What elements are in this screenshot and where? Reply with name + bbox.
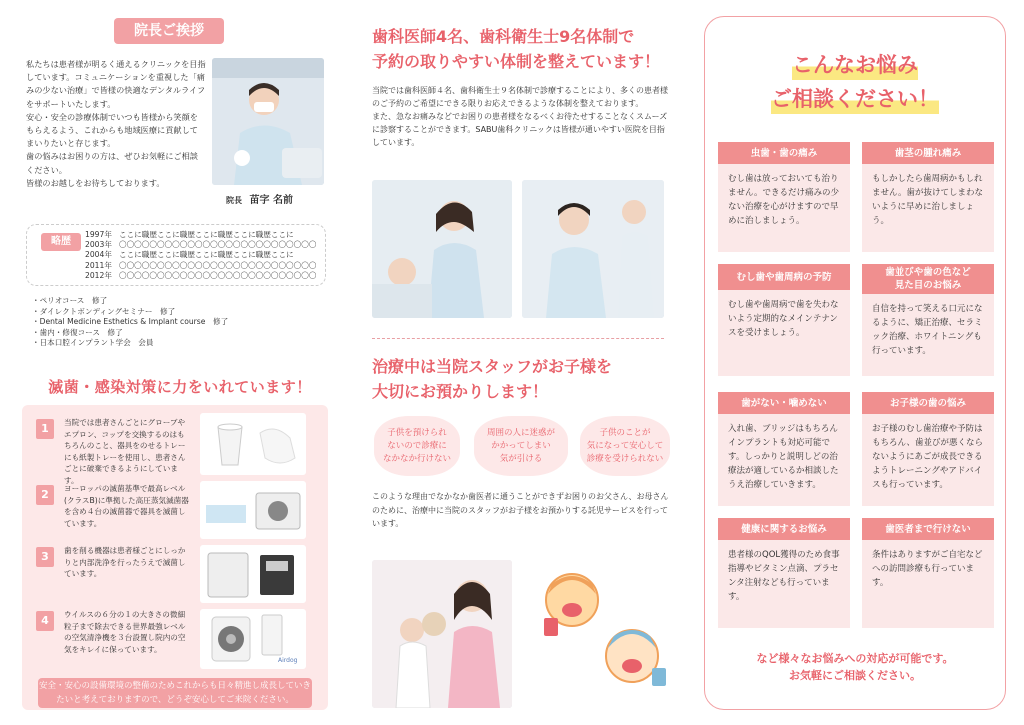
worry-card [862, 392, 994, 506]
worry-card [862, 142, 994, 252]
director-role: 院長 [226, 196, 242, 205]
worry-card-head: 歯並びや歯の色など 見た目のお悩み [862, 264, 994, 294]
childcare-title-line1: 治療中は当院スタッフがお子様を [372, 357, 613, 376]
worries-footer-line2: お気軽にご相談ください。 [789, 669, 921, 682]
worry-card-head: 歯茎の腫れ痛み [862, 142, 994, 164]
worry-card-body: お子様のむし歯治療や予防はもちろん、歯並びが悪くならないようにあごが成長できるようトレーニングやアドバイスも行っています。 [862, 414, 994, 506]
worry-card-body: 自信を持って笑える口元になるように、矯正治療、セラミック治療、ホワイトニングも行っています。 [862, 294, 994, 376]
section-divider [372, 338, 664, 339]
worry-card-head: 健康に関するお悩み [718, 518, 850, 540]
item-text: ウイルスの６分の１の大きさの微細粒子まで除去できる世界最強レベルの空気清浄機を３台設置し院内の空気をキレイに保っています。 [64, 610, 186, 654]
worry-cloud: 子供を預けられ ないので診療に なかなか行けない [374, 416, 460, 476]
career-box [26, 224, 326, 286]
course-item: ・ダイレクトボンディングセミナー 修了 [32, 306, 176, 316]
worry-card [718, 264, 850, 376]
director-name-line [226, 191, 293, 206]
course-item: ・歯内・修復コース 修了 [32, 327, 123, 337]
staff-photo-2 [522, 180, 664, 318]
worry-card-body: 条件はありますがご自宅などへの訪問診療も行っています。 [862, 540, 994, 628]
career-row [85, 250, 323, 260]
course-list [32, 296, 332, 349]
worry-card-body: むし歯や歯周病で歯を失わないよう定期的なメインテナンスを受けましょう。 [718, 290, 850, 376]
staff-photo-1 [372, 180, 512, 318]
air-purifier-image [200, 609, 306, 669]
director-photo [212, 58, 324, 185]
infection-section [22, 405, 328, 710]
handpiece-cleaner-image [200, 545, 306, 603]
career-row [85, 261, 323, 271]
item-number: 4 [36, 611, 54, 631]
worry-cloud: 子供のことが 気になって安心して 診療を受けられない [580, 416, 670, 476]
staff-title-line2: 予約の取りやすい体制を整えています！ [372, 52, 661, 71]
worry-card-body: 患者様のQOL獲得のため食事指導やビタミン点滴、プラセンタ注射なども行っています。 [718, 540, 850, 628]
worry-card [718, 392, 850, 506]
airdog-label: Airdog [278, 657, 298, 664]
item-number: 1 [36, 419, 54, 439]
staff-title-line1: 歯科医師4名、歯科衛生士9名体制で [372, 27, 635, 46]
worry-card-head: むし歯や歯周病の予防 [718, 264, 850, 290]
worries-footer-line1: など様々なお悩みへの対応が可能です。 [756, 652, 954, 665]
worry-card-head: 虫歯・歯の痛み [718, 142, 850, 164]
director-name: 苗字 名前 [249, 195, 293, 206]
career-text: 〇〇〇〇〇〇〇〇〇〇〇〇〇〇〇〇〇〇〇〇〇〇〇〇〇〇 [119, 260, 317, 270]
worry-card-head: 歯医者まで行けない [862, 518, 994, 540]
worry-card-head: お子様の歯の悩み [862, 392, 994, 414]
career-text: 〇〇〇〇〇〇〇〇〇〇〇〇〇〇〇〇〇〇〇〇〇〇〇〇〇〇 [119, 240, 317, 250]
worry-card [862, 518, 994, 628]
infection-footer: 安全・安心の設備環境の整備のためこれからも日々精進し成長していきたいと考えておりますので、どうぞ安心してご来院ください。 [38, 678, 312, 708]
career-row [85, 240, 323, 250]
career-year: 1997年 [85, 230, 112, 239]
career-row [85, 271, 323, 281]
childcare-title [372, 354, 672, 404]
worry-card-body: むし歯は放っておいても治りません。できるだけ痛みの少ない治療を心がけますので早めに治しましょう。 [718, 164, 850, 252]
worry-card [718, 518, 850, 628]
career-year: 2003年 [85, 240, 112, 250]
career-year: 2012年 [85, 270, 112, 280]
worry-card [862, 264, 994, 376]
item-text: 当院では患者さんごとにグローブやエプロン、コップを交換するのはもちろんのこと、器具をのせるトレーにも紙製トレーを使用し、患者さんごとに破棄できるようにしています。 [64, 418, 186, 485]
worry-card-body: もしかしたら歯周病かもしれません。歯が抜けてしまわないように早めに治しましょう。 [862, 164, 994, 252]
career-row [85, 230, 323, 240]
worries-footer [704, 650, 1006, 684]
course-item: ・日本口腔インプラント学会 会員 [32, 338, 154, 347]
career-year: 2004年 [85, 250, 112, 260]
career-year: 2011年 [85, 260, 112, 270]
gloves-cup-image [200, 413, 306, 475]
career-text: ここに職歴ここに職歴ここに職歴ここに職歴ここに [119, 250, 294, 260]
item-number: 2 [36, 485, 54, 505]
course-item: ・ペリオコース 修了 [32, 296, 108, 305]
worry-card-body: 入れ歯、ブリッジはもちろんインプラントも対応可能です。しっかりと説明しどの治療法が適しているか相談したうえ治療していきます。 [718, 414, 850, 506]
worries-title-line2: ご相談ください！ [771, 84, 939, 114]
item-text: ヨーロッパの滅菌基準で最高レベル(クラスB)に準拠した高圧蒸気滅菌器を含め４台の滅菌器で器具を滅菌しています。 [64, 484, 189, 528]
infection-title: 滅菌・感染対策に力をいれています！ [48, 378, 312, 396]
staff-title [372, 24, 672, 74]
greeting-body: 私たちは患者様が明るく通えるクリニックを目指しています。コミュニケーションを重視した「痛みの少ない治療」で皆様の快適なデンタルライフをサポートいたします。 安心・安全の診療体制でいつも皆様から笑顔をもらえるよう、これからも地域医療に貢献してまいりたいと存じます。 歯の悩みはお困りの方は、ぜひお気軽にご相談ください。 皆様のお越しをお待ちしております。 [26, 59, 206, 188]
worry-card-head: 歯がない・噛めない [718, 392, 850, 414]
worries-title [704, 50, 1006, 114]
childcare-photo [372, 560, 512, 708]
course-item: ・Dental Medicine Esthetics & Implant course 修了 [32, 317, 229, 326]
staff-body: 当院では歯科医師４名、歯科衛生士９名体制で診療することにより、多くの患者様のご予約のご希望にできる限りお応えできるような体制を整えております。 また、急なお痛みなどでお困りの患者様をなるべくお待たせすることなくスムーズに診察することができます。SABU歯科クリニックは皆様が通いやすい医院を目指しています。 [372, 86, 668, 147]
career-text: 〇〇〇〇〇〇〇〇〇〇〇〇〇〇〇〇〇〇〇〇〇〇〇〇〇〇 [119, 270, 317, 280]
worry-card [718, 142, 850, 252]
career-text: ここに職歴ここに職歴ここに職歴ここに職歴ここに [119, 230, 294, 239]
item-text: 歯を削る機器は患者様ごとにしっかりと内部洗浄を行ったうえで滅菌しています。 [64, 546, 186, 578]
career-list [85, 230, 323, 281]
childcare-body: このような理由でなかなか歯医者に通うことができずお困りのお父さん、お母さんのために、治療中に当院のスタッフがお子様をお預かりする託児サービスを行っています。 [372, 492, 669, 528]
childcare-title-line2: 大切にお預かりします！ [372, 382, 549, 401]
worry-cloud: 周囲の人に迷惑が かかってしまい 気が引ける [474, 416, 568, 476]
greeting-title: 院長ご挨拶 [114, 18, 224, 44]
career-tag: 略歴 [41, 233, 81, 251]
item-number: 3 [36, 547, 54, 567]
worries-title-line1: こんなお悩み [792, 50, 918, 80]
kids-illustration [524, 560, 670, 708]
sterilizer-image [200, 481, 306, 539]
